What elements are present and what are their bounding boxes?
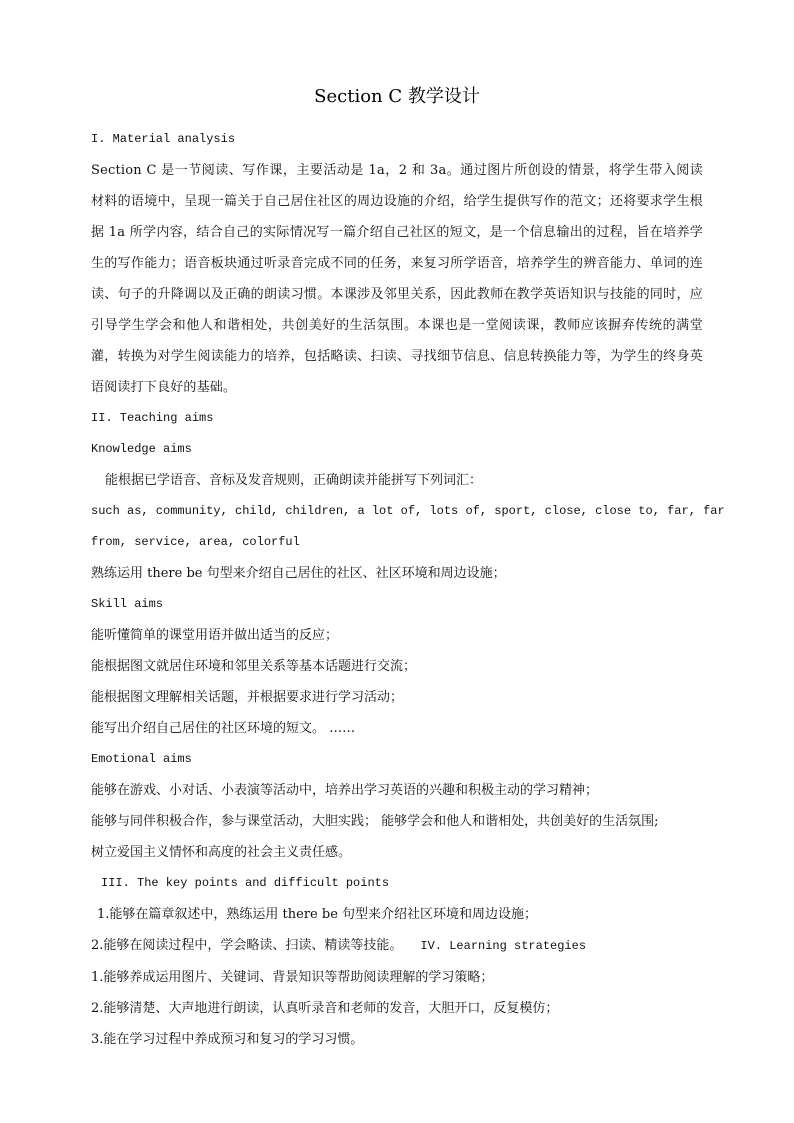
key-point-item: 2.能够在阅读过程中，学会略读、扫读、精读等技能。 bbox=[91, 938, 403, 953]
skill-aim-item: 能写出介绍自己居住的社区环境的短文。 …… bbox=[91, 721, 356, 736]
page-title: Section C 教学设计 bbox=[314, 86, 480, 107]
material-analysis-body: Section C 是一节阅读、写作课，主要活动是 1a，2 和 3a。通过图片所创设的情景，将学生带入阅读材料的语境中，呈现一篇关于自己居住社区的周边设施的介绍，给学生提供写作的范文；还将要求学生根据 1a 所学内容，结合自己的实际情况写一篇介绍自己社区的短文，是一个信息输出的过程，旨在培养学生的写作能力；语音板块通过听录音完成不同的任务，来复习所学语音，培养学生的辨音能力、单词的连读、句子的升降调以及正确的朗读习惯。本课涉及邻里关系，因此教师在教学英语知识与技能的同时，应引导学生学会和他人和谐相处，共创美好的生活氛围。本课也是一堂阅读课，教师应该摒弃传统的满堂灌，转换为对学生阅读能力的培养，包括略读、扫读、寻找细节信息、信息转换能力等，为学生的终身英语阅读打下良好的基础。 bbox=[91, 163, 703, 395]
learning-strategy-item: 2.能够清楚、大声地进行朗读，认真听录音和老师的发音，大胆开口，反复模仿； bbox=[91, 1001, 559, 1016]
key-points-heading: III. The key points and difficult points bbox=[101, 876, 390, 890]
learning-strategy-item: 1.能够养成运用图片、关键词、背景知识等帮助阅读理解的学习策略； bbox=[91, 970, 494, 985]
material-analysis-heading: I. Material analysis bbox=[91, 132, 236, 146]
skill-aim-item: 能听懂简单的课堂用语并做出适当的反应； bbox=[91, 628, 339, 643]
learning-strategies-heading: IV. Learning strategies bbox=[420, 939, 587, 953]
emotional-aims-heading: Emotional aims bbox=[91, 752, 192, 766]
emotional-aim-item: 能够与同伴积极合作，参与课堂活动，大胆实践； 能够学会和他人和谐相处，共创美好的生活氛围; bbox=[91, 814, 659, 829]
key-point-item: 1.能够在篇章叙述中，熟练运用 there be 句型来介绍社区环境和周边设施； bbox=[97, 907, 538, 922]
key-point-line-with-strategies-heading bbox=[91, 930, 703, 962]
emotional-aim-item: 树立爱国主义情怀和高度的社会主义责任感。 bbox=[91, 845, 352, 860]
vocab-line-1: such as, community, child, children, a lot of, lots of, sport, close, close to, far, far bbox=[91, 504, 725, 518]
teaching-aims-heading: II. Teaching aims bbox=[91, 411, 214, 425]
emotional-aim-item: 能够在游戏、小对话、小表演等活动中，培养出学习英语的兴趣和积极主动的学习精神； bbox=[91, 783, 599, 798]
learning-strategy-item: 3.能在学习过程中养成预习和复习的学习习惯。 bbox=[91, 1032, 364, 1047]
knowledge-sentence: 熟练运用 there be 句型来介绍自己居住的社区、社区环境和周边设施； bbox=[91, 566, 506, 581]
vocab-line-2: from, service, area, colorful bbox=[91, 535, 300, 549]
skill-aim-item: 能根据图文就居住环境和邻里关系等基本话题进行交流； bbox=[91, 659, 417, 674]
knowledge-aims-intro: 能根据已学语音、音标及发音规则，正确朗读并能拼写下列词汇： bbox=[105, 473, 483, 488]
document-body bbox=[91, 124, 725, 1055]
knowledge-aims-heading: Knowledge aims bbox=[91, 442, 192, 456]
skill-aims-heading: Skill aims bbox=[91, 597, 164, 611]
skill-aim-item: 能根据图文理解相关话题，并根据要求进行学习活动； bbox=[91, 690, 404, 705]
